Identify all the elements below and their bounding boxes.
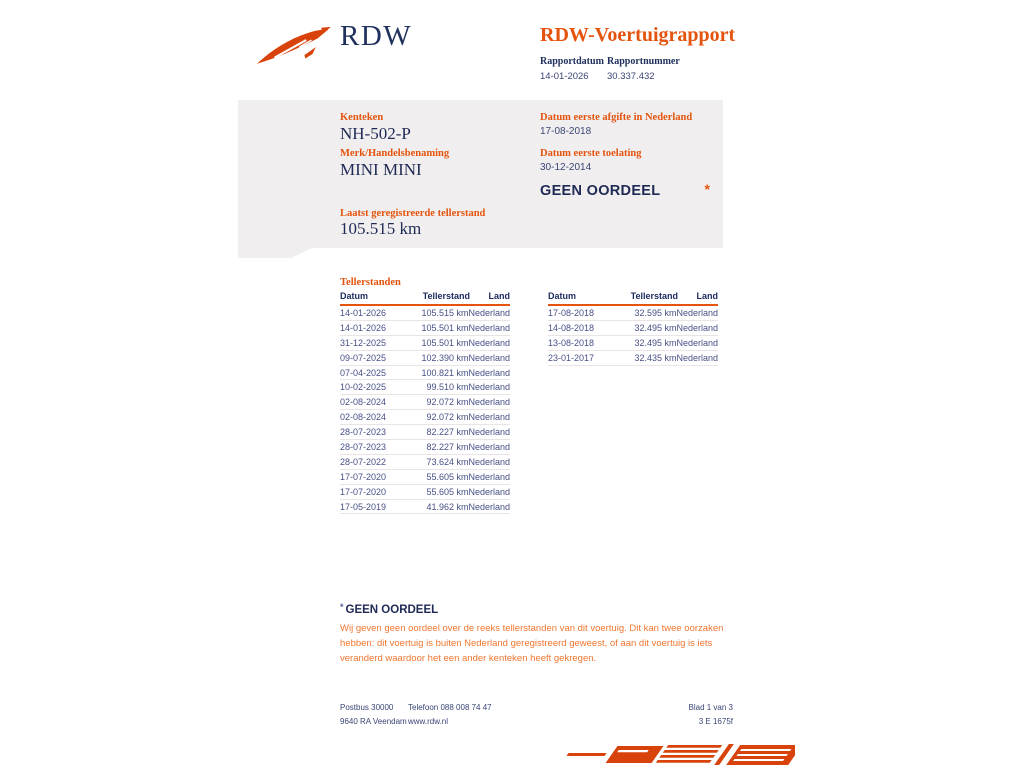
cell-datum: 23-01-2017 xyxy=(548,352,595,363)
rdw-feather-logo-icon xyxy=(252,26,334,70)
cell-datum: 17-07-2020 xyxy=(340,486,387,497)
col-header-land: Land xyxy=(488,291,510,301)
eerste-afgifte-label: Datum eerste afgifte in Nederland xyxy=(540,112,693,123)
table-row xyxy=(340,425,510,440)
cell-land: Nederland xyxy=(676,352,718,363)
table-body xyxy=(548,306,718,366)
report-date-value: 14-01-2026 xyxy=(540,71,589,82)
footer-address xyxy=(340,701,407,729)
table-row xyxy=(340,306,510,321)
cell-land: Nederland xyxy=(468,412,510,423)
cell-land: Nederland xyxy=(676,322,718,333)
table-row xyxy=(340,351,510,366)
cell-land: Nederland xyxy=(468,501,510,512)
mileage-table-right xyxy=(548,291,718,366)
cell-tellerstand: 32.495 km xyxy=(634,337,677,348)
cell-tellerstand: 32.595 km xyxy=(634,307,677,318)
cell-land: Nederland xyxy=(468,307,510,318)
cell-datum: 09-07-2025 xyxy=(340,352,387,363)
table-row xyxy=(548,351,718,366)
cell-datum: 02-08-2024 xyxy=(340,397,387,408)
footnote-asterisk: * xyxy=(340,602,344,612)
table-row xyxy=(340,321,510,336)
table-row xyxy=(340,455,510,470)
kenteken-label: Kenteken xyxy=(340,112,384,123)
cell-tellerstand: 92.072 km xyxy=(426,412,469,423)
cell-land: Nederland xyxy=(468,456,510,467)
cell-datum: 31-12-2025 xyxy=(340,337,387,348)
cell-tellerstand: 73.624 km xyxy=(426,456,469,467)
cell-datum: 17-05-2019 xyxy=(340,501,387,512)
cell-land: Nederland xyxy=(468,382,510,393)
cell-land: Nederland xyxy=(468,427,510,438)
tellerstanden-section-title: Tellerstanden xyxy=(340,277,401,288)
cell-land: Nederland xyxy=(468,337,510,348)
table-header xyxy=(340,291,510,306)
cell-tellerstand: 92.072 km xyxy=(426,397,469,408)
laatste-tellerstand-label: Laatst geregistreerde tellerstand xyxy=(340,208,486,219)
table-row xyxy=(548,321,718,336)
footnote-text: Wij geven geen oordeel over de reeks tellerstanden van dit voertuig. Dit kan twee oorzaken hebben: dit voertuig is buiten Nederland geregistreerd geweest, of aan dit voertuig is iets veranderd waardoor het een ander kenteken heeft gekregen. xyxy=(340,623,724,664)
table-row xyxy=(340,380,510,395)
table-row xyxy=(340,470,510,485)
cell-tellerstand: 82.227 km xyxy=(426,427,469,438)
footnote-title-text: GEEN OORDEEL xyxy=(345,604,439,616)
col-header-tellerstand: Tellerstand xyxy=(630,291,678,301)
footer-page-indicator: Blad 1 van 3 xyxy=(688,703,733,712)
table-header xyxy=(548,291,718,306)
footnote-title xyxy=(340,602,438,616)
report-date-label: Rapportdatum xyxy=(540,56,604,67)
footer-contact xyxy=(408,701,492,729)
cell-tellerstand: 105.515 km xyxy=(421,307,469,318)
merk-value: MINI MINI xyxy=(340,160,422,179)
eerste-toelating-value: 30-12-2014 xyxy=(540,162,592,173)
cell-datum: 17-08-2018 xyxy=(548,307,595,318)
col-header-datum: Datum xyxy=(548,291,577,301)
cell-land: Nederland xyxy=(468,367,510,378)
cell-datum: 02-08-2024 xyxy=(340,412,387,423)
footer-phone: Telefoon 088 008 74 47 xyxy=(408,703,492,712)
laatste-tellerstand-value: 105.515 km xyxy=(340,219,422,238)
cell-tellerstand: 82.227 km xyxy=(426,441,469,452)
speedmark-graphic xyxy=(543,741,795,768)
cell-tellerstand: 105.501 km xyxy=(421,322,469,333)
cell-tellerstand: 102.390 km xyxy=(421,352,469,363)
summary-box-tab xyxy=(238,248,312,258)
col-header-tellerstand: Tellerstand xyxy=(422,291,470,301)
cell-land: Nederland xyxy=(468,486,510,497)
cell-tellerstand: 55.605 km xyxy=(426,486,469,497)
cell-datum: 10-02-2025 xyxy=(340,382,387,393)
cell-tellerstand: 99.510 km xyxy=(426,382,469,393)
cell-tellerstand: 55.605 km xyxy=(426,471,469,482)
report-number-block xyxy=(607,56,680,82)
page-title: RDW-Voertuigrapport xyxy=(540,24,736,46)
cell-tellerstand: 32.495 km xyxy=(634,322,677,333)
table-row xyxy=(340,440,510,455)
table-row xyxy=(548,306,718,321)
oordeel-asterisk: * xyxy=(704,181,710,197)
cell-tellerstand: 32.435 km xyxy=(634,352,677,363)
cell-land: Nederland xyxy=(468,352,510,363)
cell-tellerstand: 100.821 km xyxy=(421,367,469,378)
table-row xyxy=(548,336,718,351)
cell-datum: 07-04-2025 xyxy=(340,367,387,378)
table-row xyxy=(340,395,510,410)
cell-tellerstand: 41.962 km xyxy=(426,501,469,512)
merk-label: Merk/Handelsbenaming xyxy=(340,148,450,159)
kenteken-value: NH-502-P xyxy=(340,124,411,143)
logo-wordmark: RDW xyxy=(340,20,413,52)
footer-page-info xyxy=(620,701,733,729)
mileage-table-left xyxy=(340,291,510,514)
cell-land: Nederland xyxy=(468,397,510,408)
cell-datum: 28-07-2023 xyxy=(340,441,387,452)
cell-land: Nederland xyxy=(676,337,718,348)
cell-land: Nederland xyxy=(676,307,718,318)
cell-datum: 14-01-2026 xyxy=(340,322,387,333)
table-row xyxy=(340,366,510,381)
cell-datum: 28-07-2023 xyxy=(340,427,387,438)
cell-land: Nederland xyxy=(468,441,510,452)
footer-city: 9640 RA Veendam xyxy=(340,717,407,726)
eerste-afgifte-value: 17-08-2018 xyxy=(540,126,592,137)
cell-datum: 17-07-2020 xyxy=(340,471,387,482)
table-row xyxy=(340,485,510,500)
table-row xyxy=(340,410,510,425)
vehicle-summary-box xyxy=(238,100,723,248)
table-row xyxy=(340,336,510,351)
cell-land: Nederland xyxy=(468,471,510,482)
cell-land: Nederland xyxy=(468,322,510,333)
col-header-datum: Datum xyxy=(340,291,369,301)
cell-tellerstand: 105.501 km xyxy=(421,337,469,348)
footer-postbus: Postbus 30000 xyxy=(340,703,394,712)
report-date-block xyxy=(540,56,607,82)
cell-datum: 28-07-2022 xyxy=(340,456,387,467)
footer-website: www.rdw.nl xyxy=(408,717,449,726)
report-number-value: 30.337.432 xyxy=(607,71,655,82)
report-meta xyxy=(540,56,694,82)
footer-form-code: 3 E 1675f xyxy=(698,717,733,726)
cell-datum: 14-01-2026 xyxy=(340,307,387,318)
eerste-toelating-label: Datum eerste toelating xyxy=(540,148,642,159)
oordeel-value: GEEN OORDEEL xyxy=(540,183,661,199)
table-row xyxy=(340,500,510,515)
cell-datum: 14-08-2018 xyxy=(548,322,595,333)
cell-datum: 13-08-2018 xyxy=(548,337,595,348)
table-body xyxy=(340,306,510,514)
col-header-land: Land xyxy=(696,291,718,301)
report-number-label: Rapportnummer xyxy=(607,56,680,67)
